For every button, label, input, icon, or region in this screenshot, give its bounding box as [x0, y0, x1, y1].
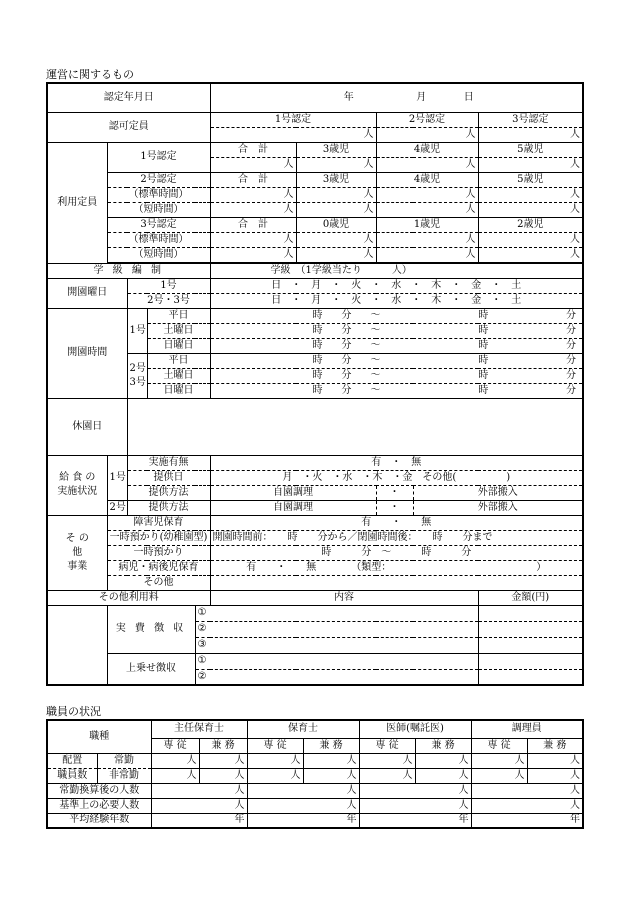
- value-jikan-g1-d2[interactable]: [210, 323, 583, 338]
- label-kyushoku-teikyobi: 提供日: [127, 470, 210, 485]
- row-nintei-date: [47, 83, 583, 112]
- label-haichi: 配置: [47, 753, 97, 768]
- label-sonota-1: そ の: [65, 532, 89, 544]
- riyou-g2t-v2[interactable]: 人: [376, 202, 478, 217]
- cell-keiken-2[interactable]: 年: [247, 813, 359, 828]
- row-riyou-g2-standard: [47, 187, 583, 202]
- cell-keiken-1[interactable]: 年: [151, 813, 247, 828]
- date-year: 年: [343, 91, 354, 103]
- cell-joukin-6[interactable]: 人: [415, 753, 471, 768]
- row-joukin: [47, 753, 583, 768]
- header-kenmu: 兼 務: [415, 738, 471, 753]
- unit-fun: 分: [341, 339, 352, 351]
- label-riyou-g3-standard: （標準時間）: [107, 232, 210, 247]
- value-kyushoku-jisshi[interactable]: 有 ・ 無: [210, 455, 583, 470]
- header-kenmu: 兼 務: [199, 738, 247, 753]
- jippi-item-3[interactable]: ③: [195, 637, 478, 653]
- header-naiyou: 内容: [210, 590, 478, 605]
- riyou-g3-h0: 合 計: [210, 217, 296, 232]
- label-riyouryo: その他利用料: [47, 590, 210, 605]
- riyou-g2-h1: 3歳児: [296, 172, 376, 187]
- riyou-g3s-v1[interactable]: 人: [296, 232, 376, 247]
- section-title-unei: 運営に関するもの: [46, 68, 134, 81]
- row-shokuin-head-1: [47, 720, 583, 738]
- riyou-g2t-v0[interactable]: 人: [210, 202, 296, 217]
- separator-dot: ・: [376, 500, 413, 515]
- label-jikan-g2-d2: 土曜日: [147, 368, 210, 383]
- label-riyou-g3: 3号認定: [107, 217, 210, 232]
- riyou-g2s-v1[interactable]: 人: [296, 187, 376, 202]
- kateiin-value-1[interactable]: 人: [210, 127, 376, 142]
- label-kyushoku-houhou-g1: 提供方法: [127, 485, 210, 500]
- label-sonota-byouji: 病児・病後児保育: [107, 560, 210, 575]
- label-sonota-ichiji-youchien: 一時預かり(幼稚園型): [107, 530, 210, 545]
- kateiin-col-2: 2号認定: [376, 112, 478, 127]
- value-youbi-g1[interactable]: 日 ・ 月 ・ 火 ・ 水 ・ 木 ・ 金 ・ 土: [210, 278, 583, 293]
- riyou-g1-v2[interactable]: 人: [376, 157, 478, 172]
- riyou-g1-h0: 合 計: [210, 142, 296, 157]
- riyou-g3s-v0[interactable]: 人: [210, 232, 296, 247]
- cell-hitsuyou-3[interactable]: 人: [359, 798, 471, 813]
- riyou-g3t-v2[interactable]: 人: [376, 247, 478, 262]
- header-shunin-hoikushi: 主任保育士: [151, 720, 247, 738]
- riyou-g2s-v2[interactable]: 人: [376, 187, 478, 202]
- riyou-g1-v0[interactable]: 人: [210, 157, 296, 172]
- unit-ji: 時: [312, 369, 323, 381]
- label-sonota-ichiji: 一時預かり: [107, 545, 210, 560]
- value-gakkyu[interactable]: 学級 （1学級当たり 人）: [210, 263, 583, 278]
- label-kanzan: 常勤換算後の人数: [47, 783, 151, 798]
- label-kyushoku: [47, 455, 107, 515]
- label-jikan-g1-d3: 日曜日: [147, 338, 210, 353]
- label-jippi: 実 費 徴 収: [107, 605, 195, 653]
- riyou-g3t-v1[interactable]: 人: [296, 247, 376, 262]
- date-day: 日: [463, 91, 474, 103]
- value-jikan-g2-d3[interactable]: [210, 383, 583, 398]
- jippi-item-1[interactable]: ①: [195, 605, 478, 621]
- header-kenmu: 兼 務: [303, 738, 359, 753]
- riyou-g2-h2: 4歳児: [376, 172, 478, 187]
- row-riyou-g2-short: [47, 202, 583, 217]
- riyou-g3s-v2[interactable]: 人: [376, 232, 478, 247]
- header-kingaku: 金額(円): [478, 590, 583, 605]
- cell-keiken-3[interactable]: 年: [359, 813, 471, 828]
- unit-fun: 分: [566, 369, 577, 381]
- riyou-g3-h3: 2歳児: [478, 217, 583, 232]
- label-kyushoku-1: 給 食 の: [59, 472, 96, 483]
- unit-ji: 時: [478, 309, 489, 321]
- value-jikan-g1-d1[interactable]: [210, 308, 583, 323]
- row-youbi-1: [47, 278, 583, 293]
- cell-keiken-4[interactable]: 年: [471, 813, 583, 828]
- separator-dot: ・: [376, 485, 413, 500]
- unit-ji: 時: [478, 339, 489, 351]
- value-sonota-byouji[interactable]: 有 ・ 無 （類型： ）: [210, 560, 583, 575]
- riyou-g1-h3: 5歳児: [478, 142, 583, 157]
- riyou-g1-h2: 4歳児: [376, 142, 478, 157]
- row-jippi-1: [47, 605, 583, 621]
- value-kyushoku-gaibu-g1[interactable]: 外部搬入: [413, 485, 583, 500]
- label-hitsuyou: 基準上の必要人数: [47, 798, 151, 813]
- cell-kanzan-3[interactable]: 人: [359, 783, 471, 798]
- row-youbi-2: [47, 293, 583, 308]
- unit-ji: 時: [478, 324, 489, 336]
- value-kyushoku-gaibu-g2[interactable]: 外部搬入: [413, 500, 583, 515]
- label-youbi-g1: 1号: [127, 278, 210, 293]
- header-senju: 専 従: [359, 738, 415, 753]
- uwanose-amount-1[interactable]: [478, 653, 583, 669]
- jippi-amount-1[interactable]: [478, 605, 583, 621]
- cell-hijoukin-2[interactable]: 人: [199, 768, 247, 783]
- cell-hitsuyou-4[interactable]: 人: [471, 798, 583, 813]
- label-kyushoku-g1: 1号: [107, 455, 127, 500]
- header-senju: 専 従: [247, 738, 303, 753]
- unit-fun: 分: [341, 369, 352, 381]
- riyou-g1-v3[interactable]: 人: [478, 157, 583, 172]
- unit-fun: 分: [566, 354, 577, 366]
- riyou-g2s-v3[interactable]: 人: [478, 187, 583, 202]
- unit-fun: 分: [566, 384, 577, 396]
- riyou-g2-h3: 5歳児: [478, 172, 583, 187]
- unit-fun: 分: [341, 384, 352, 396]
- uwanose-amount-2[interactable]: [478, 669, 583, 685]
- kateiin-col-1: 1号認定: [210, 112, 376, 127]
- unit-ji: 時: [312, 309, 323, 321]
- value-sonota-other[interactable]: [210, 575, 583, 590]
- value-sonota-shougai[interactable]: 有 ・ 無: [210, 515, 583, 530]
- cell-hitsuyou-1[interactable]: 人: [151, 798, 247, 813]
- cell-joukin-1[interactable]: 人: [151, 753, 199, 768]
- jippi-amount-3[interactable]: [478, 637, 583, 653]
- kateiin-col-3: 3号認定: [478, 112, 583, 127]
- unit-kara: ～: [370, 354, 381, 366]
- unit-ji: 時: [478, 369, 489, 381]
- header-hoikushi: 保育士: [247, 720, 359, 738]
- value-sonota-ichiji-youchien[interactable]: 開園時間前： 時 分から／閉園時間後： 時 分まで: [210, 530, 583, 545]
- riyou-g1-v1[interactable]: 人: [296, 157, 376, 172]
- cell-hijoukin-4[interactable]: 人: [303, 768, 359, 783]
- value-kyuen[interactable]: [127, 398, 583, 455]
- label-jikan-g3: 3号: [129, 376, 146, 388]
- row-riyou-g2-head: [47, 172, 583, 187]
- unit-fun: 分: [341, 309, 352, 321]
- value-youbi-g23[interactable]: 日 ・ 月 ・ 火 ・ 水 ・ 木 ・ 金 ・ 土: [210, 293, 583, 308]
- cell-hijoukin-3[interactable]: 人: [247, 768, 303, 783]
- shokuin-table: [46, 719, 584, 829]
- unit-ji: 時: [312, 354, 323, 366]
- value-kyushoku-jien-g1[interactable]: 自園調理: [210, 485, 376, 500]
- unit-kara: ～: [370, 309, 381, 321]
- cell-hijoukin-5[interactable]: 人: [359, 768, 415, 783]
- unit-ji: 時: [478, 384, 489, 396]
- cell-hitsuyou-2[interactable]: 人: [247, 798, 359, 813]
- label-sonota-2: 他: [72, 546, 83, 558]
- riyou-g3t-v0[interactable]: 人: [210, 247, 296, 262]
- label-youbi-g23: 2号・3号: [127, 293, 210, 308]
- row-riyou-g1-head: [47, 142, 583, 157]
- jippi-amount-2[interactable]: [478, 621, 583, 637]
- label-kaien-jikan: 開園時間: [47, 308, 127, 398]
- riyou-g2t-v3[interactable]: 人: [478, 202, 583, 217]
- label-kyushoku-2: 実施状況: [57, 486, 98, 497]
- unit-kara: ～: [370, 339, 381, 351]
- label-kyushoku-g2: 2号: [107, 500, 127, 515]
- jippi-item-2[interactable]: ②: [195, 621, 478, 637]
- row-kyushoku-4: [47, 500, 583, 515]
- value-jikan-g1-d3[interactable]: [210, 338, 583, 353]
- kateiin-value-3[interactable]: 人: [478, 127, 583, 142]
- cell-joukin-3[interactable]: 人: [247, 753, 303, 768]
- unit-fun: 分: [566, 309, 577, 321]
- row-kanzan: [47, 783, 583, 798]
- unit-ji: 時: [312, 339, 323, 351]
- value-kyushoku-teikyobi[interactable]: 月 ・火 ・水 ・木 ・金 その他( ): [210, 470, 583, 485]
- row-sonota-5: [47, 575, 583, 590]
- row-kyuen: [47, 398, 583, 455]
- label-kyuen: 休園日: [47, 398, 127, 455]
- value-jikan-g2-d2[interactable]: [210, 368, 583, 383]
- label-riyou-g3-short: （短時間）: [107, 247, 210, 262]
- row-riyou-g3-head: [47, 217, 583, 232]
- unit-ji: 時: [312, 384, 323, 396]
- cell-hijoukin-8[interactable]: 人: [527, 768, 583, 783]
- row-kyushoku-2: [47, 470, 583, 485]
- label-uwanose: 上乗せ徴収: [107, 653, 195, 685]
- label-jikan-g1-d1: 平日: [147, 308, 210, 323]
- row-sonota-4: [47, 560, 583, 575]
- label-hijoukin: 非常勤: [97, 768, 151, 783]
- cell-joukin-2[interactable]: 人: [199, 753, 247, 768]
- unei-table: [46, 82, 584, 686]
- value-jikan-g2-d1[interactable]: [210, 353, 583, 368]
- label-kyushoku-houhou-g2: 提供方法: [127, 500, 210, 515]
- label-jikan-g1-d2: 土曜日: [147, 323, 210, 338]
- row-kyushoku-1: [47, 455, 583, 470]
- row-riyouryo-head: [47, 590, 583, 605]
- header-senju: 専 従: [471, 738, 527, 753]
- row-sonota-1: [47, 515, 583, 530]
- riyou-g3-h1: 0歳児: [296, 217, 376, 232]
- cell-joukin-5[interactable]: 人: [359, 753, 415, 768]
- label-jikan-g2: 2号: [129, 362, 146, 374]
- label-gakkyu: 学 級 編 制: [47, 263, 210, 278]
- label-sonota-shougai: 障害児保育: [107, 515, 210, 530]
- unit-kara: ～: [370, 324, 381, 336]
- kateiin-value-2[interactable]: 人: [376, 127, 478, 142]
- label-keiken: 平均経験年数: [47, 813, 151, 828]
- value-kyushoku-jien-g2[interactable]: 自園調理: [210, 500, 376, 515]
- label-jikan-g1: 1号: [127, 308, 147, 353]
- label-riyou-g1: 1号認定: [107, 142, 210, 172]
- label-riyou-g2-short: （短時間）: [107, 202, 210, 217]
- row-sonota-3: [47, 545, 583, 560]
- riyou-g3-h2: 1歳児: [376, 217, 478, 232]
- cell-hijoukin-7[interactable]: 人: [471, 768, 527, 783]
- row-gakkyu: [47, 263, 583, 278]
- row-kateiin-head: [47, 112, 583, 127]
- row-riyou-g3-short: [47, 247, 583, 262]
- cell-hijoukin-6[interactable]: 人: [415, 768, 471, 783]
- unit-fun: 分: [566, 339, 577, 351]
- unit-ji: 時: [312, 324, 323, 336]
- value-sonota-ichiji[interactable]: 時 分 ～ 時 分: [210, 545, 583, 560]
- uwanose-item-1[interactable]: ①: [195, 653, 478, 669]
- row-jikan-g2-d1: [47, 353, 583, 368]
- riyou-g3t-v3[interactable]: 人: [478, 247, 583, 262]
- row-sonota-2: [47, 530, 583, 545]
- cell-joukin-7[interactable]: 人: [471, 753, 527, 768]
- header-senju: 専 従: [151, 738, 199, 753]
- label-kaien-youbi: 開園曜日: [47, 278, 127, 308]
- riyou-g2s-v0[interactable]: 人: [210, 187, 296, 202]
- unit-ji: 時: [478, 354, 489, 366]
- unit-fun: 分: [566, 324, 577, 336]
- riyou-g3s-v3[interactable]: 人: [478, 232, 583, 247]
- riyou-g1-h1: 3歳児: [296, 142, 376, 157]
- riyou-g2-h0: 合 計: [210, 172, 296, 187]
- uwanose-item-2[interactable]: ②: [195, 669, 478, 685]
- header-kenmu: 兼 務: [527, 738, 583, 753]
- unit-kara: ～: [370, 384, 381, 396]
- section-title-shokuin: 職員の状況: [46, 705, 101, 718]
- cell-joukin-8[interactable]: 人: [527, 753, 583, 768]
- unit-fun: 分: [341, 324, 352, 336]
- riyouryo-indent: [47, 605, 107, 685]
- cell-kanzan-2[interactable]: 人: [247, 783, 359, 798]
- cell-kanzan-4[interactable]: 人: [471, 783, 583, 798]
- label-jikan-g23: [127, 353, 147, 398]
- label-sonota: [47, 515, 107, 590]
- value-nintei-date[interactable]: [210, 83, 583, 112]
- label-riyou: 利用定員: [47, 142, 107, 263]
- row-jikan-g1-d1: [47, 308, 583, 323]
- label-kyushoku-jisshi: 実施有無: [127, 455, 210, 470]
- header-shokushu: 職種: [47, 720, 151, 753]
- cell-joukin-4[interactable]: 人: [303, 753, 359, 768]
- unit-kara: ～: [370, 369, 381, 381]
- row-kyushoku-3: [47, 485, 583, 500]
- cell-kanzan-1[interactable]: 人: [151, 783, 247, 798]
- header-chouriin: 調理員: [471, 720, 583, 738]
- header-ishi: 医師(嘱託医): [359, 720, 471, 738]
- label-jikan-g2-d3: 日曜日: [147, 383, 210, 398]
- row-keiken: [47, 813, 583, 828]
- label-jikan-g2-d1: 平日: [147, 353, 210, 368]
- date-month: 月: [416, 91, 427, 103]
- label-riyou-g2-standard: （標準時間）: [107, 187, 210, 202]
- row-hitsuyou: [47, 798, 583, 813]
- label-joukin: 常勤: [97, 753, 151, 768]
- riyou-g2t-v1[interactable]: 人: [296, 202, 376, 217]
- row-uwanose-1: [47, 653, 583, 669]
- label-kateiin: 認可定員: [47, 112, 210, 142]
- row-riyou-g3-standard: [47, 232, 583, 247]
- unit-fun: 分: [341, 354, 352, 366]
- label-sonota-3: 事業: [67, 560, 88, 572]
- label-nintei-date: 認定年月日: [47, 83, 210, 112]
- row-hijoukin: [47, 768, 583, 783]
- label-sonota-other: その他: [107, 575, 210, 590]
- label-shokuinsu: 職員数: [47, 768, 97, 783]
- label-riyou-g2: 2号認定: [107, 172, 210, 187]
- cell-hijoukin-1[interactable]: 人: [151, 768, 199, 783]
